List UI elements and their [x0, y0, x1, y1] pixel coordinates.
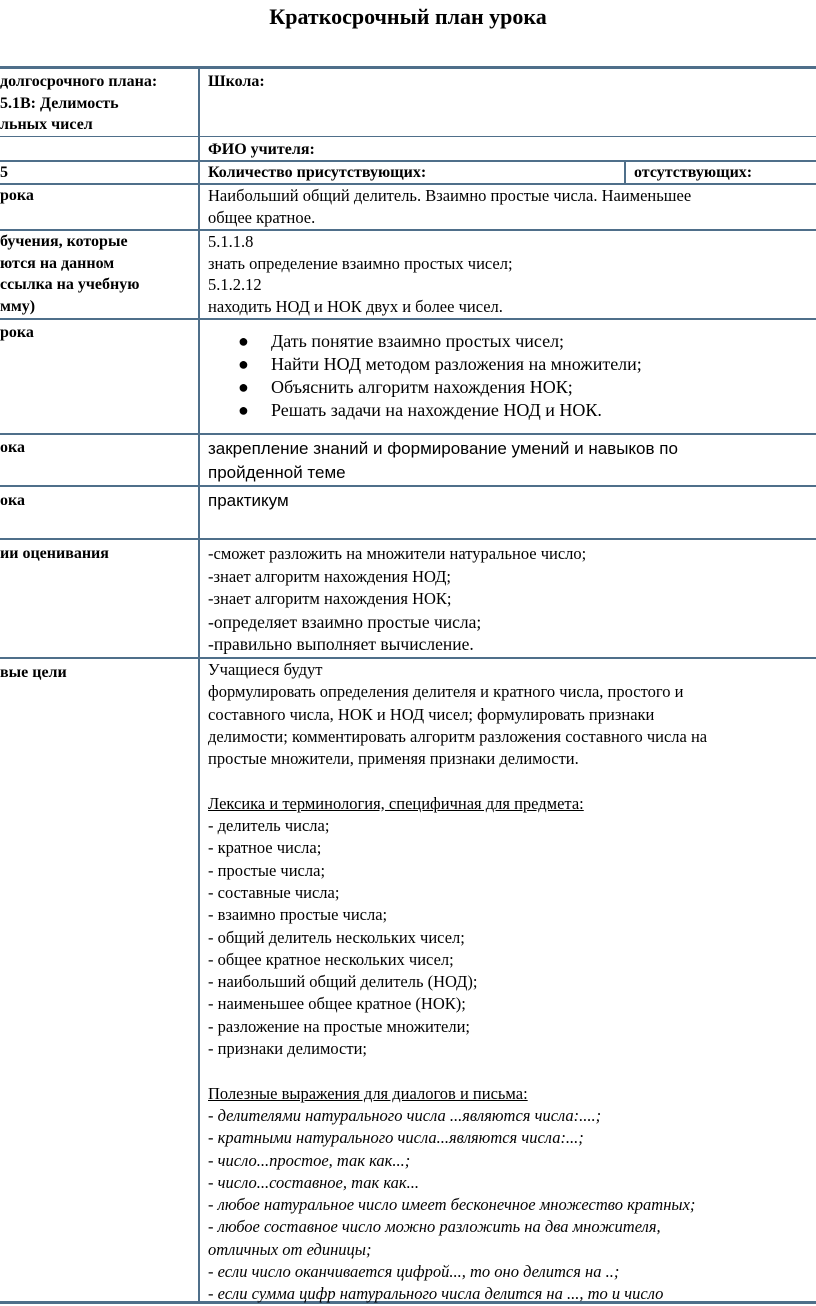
- teacher-label: ФИО учителя:: [208, 141, 315, 158]
- lesson-form-label: ока: [0, 492, 25, 509]
- school-label: Школа:: [208, 73, 265, 90]
- list-item: - если число оканчивается цифрой..., то оно делится на ..;: [208, 1262, 620, 1282]
- phrases-heading: Полезные выражения для диалогов и письма:: [208, 1083, 528, 1103]
- list-item: ● Решать задачи на нахождение НОД и НОК.: [238, 400, 602, 420]
- table-border: [0, 538, 816, 540]
- list-item: - кратное числа;: [208, 838, 322, 858]
- list-item: отличных от единицы;: [208, 1239, 372, 1259]
- list-item: -знает алгоритм нахождения НОД;: [208, 566, 451, 586]
- language-goals-text: Учащиеся будут формулировать определения делителя и кратного числа, простого и составного числа, НОК и НОД чисел; формулировать признаки делимости; комментировать алгоритм разложения составного числа на простые множители, применяя признаки делимости. Лексика и терминология, специфичная для предмета: - делитель числа; - кратное числа; - простые числа; - составные числа; - взаимно простые числа; - общий делитель нескольких чисел; - общее кратное нескольких чисел; - наибольший общий делитель (НОД); - наименьшее общее кратное (НОК); - разложение на простые множители; - признаки делимости; Полезные выражения для диалогов и письма: - делителями натурального числа ...являются числа:....; - кратными натурального числа...являются числа:...; - число...простое, так как...; - число...составное, так как... - любое натуральное число имеет бесконечное множество кратных; - любое составное число можно разложить на два множителя, отличных от единицы; - если число оканчивается цифрой..., то оно делится на ..; - если сумма цифр натурального числа делится на ..., то и число: [208, 659, 707, 1306]
- lesson-type-text: закрепление знаний и формирование умений и навыков по пройденной теме: [208, 439, 678, 482]
- goals-list: [238, 330, 798, 426]
- criteria-label: ии оценивания: [0, 545, 109, 562]
- table-border: [624, 160, 626, 185]
- table-border: [0, 485, 816, 487]
- goals-label: рока: [0, 324, 34, 341]
- page-title: Краткосрочный план урока: [269, 4, 547, 29]
- list-item: - взаимно простые числа;: [208, 905, 388, 925]
- list-item: - число...составное, так как...: [208, 1172, 419, 1192]
- list-item: - общее кратное нескольких чисел;: [208, 949, 454, 969]
- table-border: [0, 433, 816, 435]
- list-item: - общий делитель нескольких чисел;: [208, 927, 465, 947]
- present-count-label: Количество присутствующих:: [208, 164, 427, 181]
- topic-text: Наибольший общий делитель. Взаимно простые числа. Наименьшее общее кратное.: [208, 186, 692, 227]
- vocabulary-heading: Лексика и терминология, специфичная для предмета:: [208, 793, 584, 813]
- absent-count-label: отсутствующих:: [634, 164, 753, 181]
- list-item: - любое натуральное число имеет бесконечное множество кратных;: [208, 1195, 696, 1215]
- list-item: ● Объяснить алгоритм нахождения НОК;: [238, 377, 573, 397]
- objectives-text: 5.1.1.8 знать определение взаимно простых чисел; 5.1.2.12 находить НОД и НОК двух и более чисел.: [208, 232, 513, 316]
- topic-label: рока: [0, 187, 34, 204]
- class-label: 5: [0, 164, 8, 181]
- lesson-form-text: практикум: [208, 491, 289, 510]
- list-item: - разложение на простые множители;: [208, 1016, 471, 1036]
- list-item: - делитель числа;: [208, 816, 330, 836]
- list-item: - любое составное число можно разложить на два множителя,: [208, 1217, 661, 1237]
- list-item: - наименьшее общее кратное (НОК);: [208, 994, 466, 1014]
- bullet-icon: ●: [238, 377, 249, 397]
- criteria-list: [208, 543, 586, 656]
- list-item: -знает алгоритм нахождения НОК;: [208, 589, 452, 608]
- list-item: - признаки делимости;: [208, 1039, 368, 1059]
- list-item: - делителями натурального числа ...являются числа:....;: [208, 1105, 602, 1125]
- objectives-label: бучения, которые ются на данном ссылка на учебную мму): [0, 233, 140, 315]
- list-item: - если сумма цифр натурального числа делится на ..., то и число: [208, 1284, 664, 1304]
- table-border: [198, 66, 200, 1304]
- list-item: ● Дать понятие взаимно простых чисел;: [238, 331, 565, 351]
- list-item: - кратными натурального числа...являются числа:...;: [208, 1128, 584, 1148]
- list-item: - составные числа;: [208, 882, 340, 902]
- list-item: - число...простое, так как...;: [208, 1150, 411, 1170]
- table-border: [0, 318, 816, 320]
- section-label: долгосрочного плана: 5.1В: Делимость льных чисел: [0, 73, 158, 133]
- bullet-icon: ●: [238, 400, 249, 420]
- language-goals-label: вые цели: [0, 664, 67, 681]
- table-border: [0, 66, 816, 69]
- list-item: -правильно выполняет вычисление.: [208, 634, 474, 654]
- list-item: -сможет разложить на множители натуральное число;: [208, 544, 587, 563]
- list-item: -определяет взаимно простые числа;: [208, 611, 482, 632]
- list-item: ● Найти НОД методом разложения на множители;: [238, 354, 642, 374]
- bullet-icon: ●: [238, 331, 249, 351]
- bullet-icon: ●: [238, 354, 249, 374]
- list-item: - простые числа;: [208, 860, 326, 880]
- table-border: [0, 136, 816, 137]
- list-item: - наибольший общий делитель (НОД);: [208, 972, 478, 992]
- lesson-type-label: ока: [0, 439, 25, 456]
